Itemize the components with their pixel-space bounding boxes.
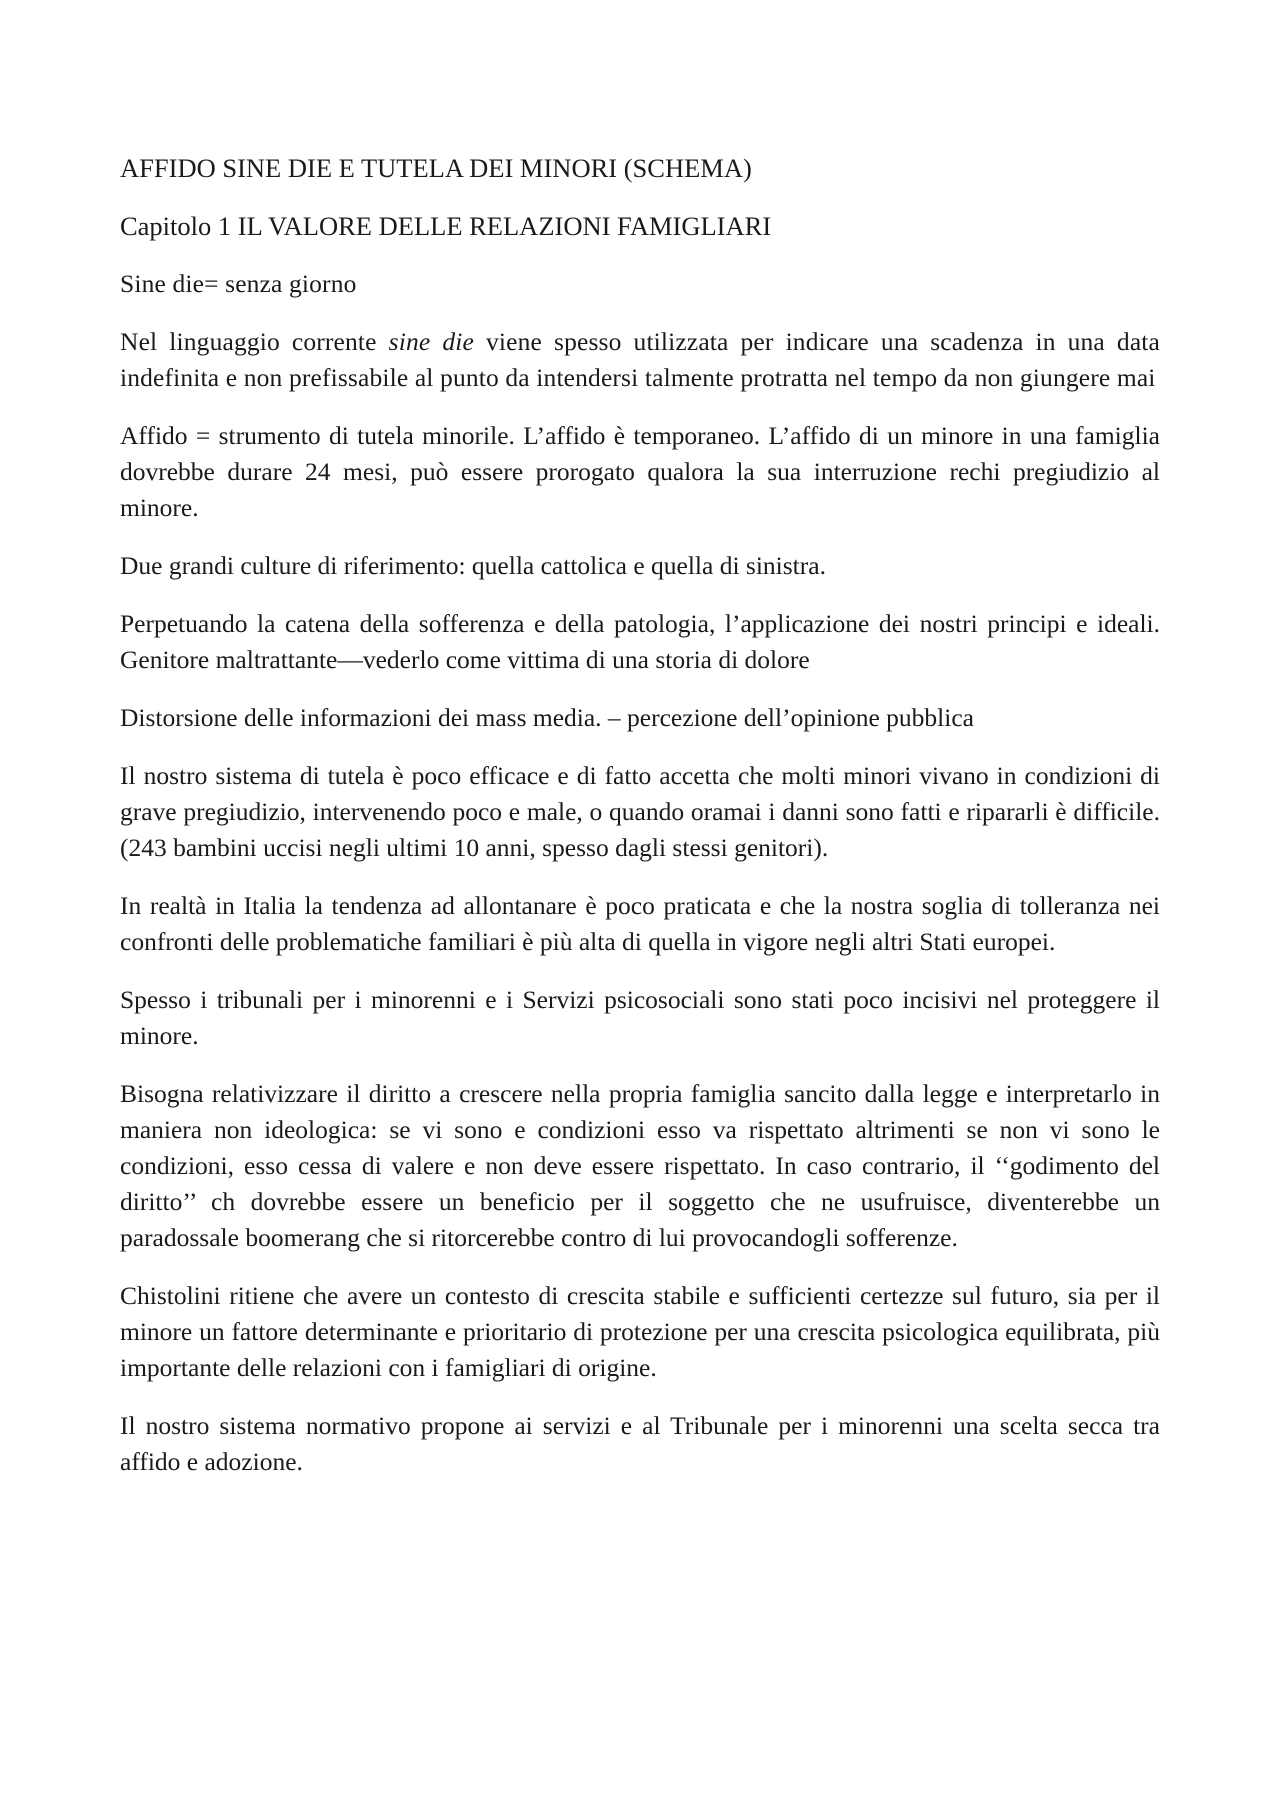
document-body — [120, 150, 1160, 1502]
paragraph-chistolini: Chistolini ritiene che avere un contesto di crescita stabile e sufficienti certezze sul futuro, sia per il minore un fattore determinante e prioritario di protezione per una crescita psicologica equilibrata, più importante delle relazioni con i famigliari di origine. — [120, 1281, 1160, 1382]
document-title: AFFIDO SINE DIE E TUTELA DEI MINORI (SCHEMA) — [120, 153, 752, 183]
paragraph-affido: Affido = strumento di tutela minorile. L’affido è temporaneo. L’affido di un minore in una famiglia dovrebbe durare 24 mesi, può essere prorogato qualora la sua interruzione rechi pregiudizio al minore. — [120, 421, 1160, 522]
chapter-heading: Capitolo 1 IL VALORE DELLE RELAZIONI FAMIGLIARI — [120, 211, 772, 241]
paragraph-sistema-normativo: Il nostro sistema normativo propone ai servizi e al Tribunale per i minorenni una scelta secca tra affido e adozione. — [120, 1411, 1160, 1476]
paragraph-usage-after: viene spesso utilizzata per indicare una scadenza in una data indefinita e non prefissabile al punto da intendersi talmente protratta nel tempo da non giungere mai — [120, 327, 1160, 392]
paragraph-usage — [120, 324, 1160, 396]
paragraph-tribunali: Spesso i tribunali per i minorenni e i Servizi psicosociali sono stati poco incisivi nel proteggere il minore. — [120, 985, 1160, 1050]
paragraph-distorsione: Distorsione delle informazioni dei mass media. – percezione dell’opinione pubblica — [120, 703, 974, 732]
paragraph-perpetuando: Perpetuando la catena della sofferenza e della patologia, l’applicazione dei nostri principi e ideali. Genitore maltrattante—vederlo come vittima di una storia di dolore — [120, 609, 1160, 674]
paragraph-italia: In realtà in Italia la tendenza ad allontanare è poco praticata e che la nostra soglia di tolleranza nei confronti delle problematiche familiari è più alta di quella in vigore negli altri Stati europei. — [120, 891, 1160, 956]
paragraph-diritto: Bisogna relativizzare il diritto a crescere nella propria famiglia sancito dalla legge e interpretarlo in maniera non ideologica: se vi sono e condizioni esso va rispettato altrimenti se non vi sono le condizioni, esso cessa di valere e non deve essere rispettato. In caso contrario, il ‘‘godimento del diritto’’ ch dovrebbe essere un beneficio per il soggetto che ne usufruisce, diventerebbe un paradossale boomerang che si ritorcerebbe contro di lui provocandogli sofferenze. — [120, 1079, 1160, 1252]
paragraph-usage-before: Nel linguaggio corrente — [120, 327, 389, 356]
paragraph-usage-italic: sine die — [388, 327, 474, 356]
definition-line: Sine die= senza giorno — [120, 269, 357, 298]
paragraph-sistema-tutela: Il nostro sistema di tutela è poco efficace e di fatto accetta che molti minori vivano in condizioni di grave pregiudizio, intervenendo poco e male, o quando oramai i danni sono fatti e ripararli è difficile. (243 bambini uccisi negli ultimi 10 anni, spesso dagli stessi genitori). — [120, 761, 1160, 862]
paragraph-culture: Due grandi culture di riferimento: quella cattolica e quella di sinistra. — [120, 551, 826, 580]
